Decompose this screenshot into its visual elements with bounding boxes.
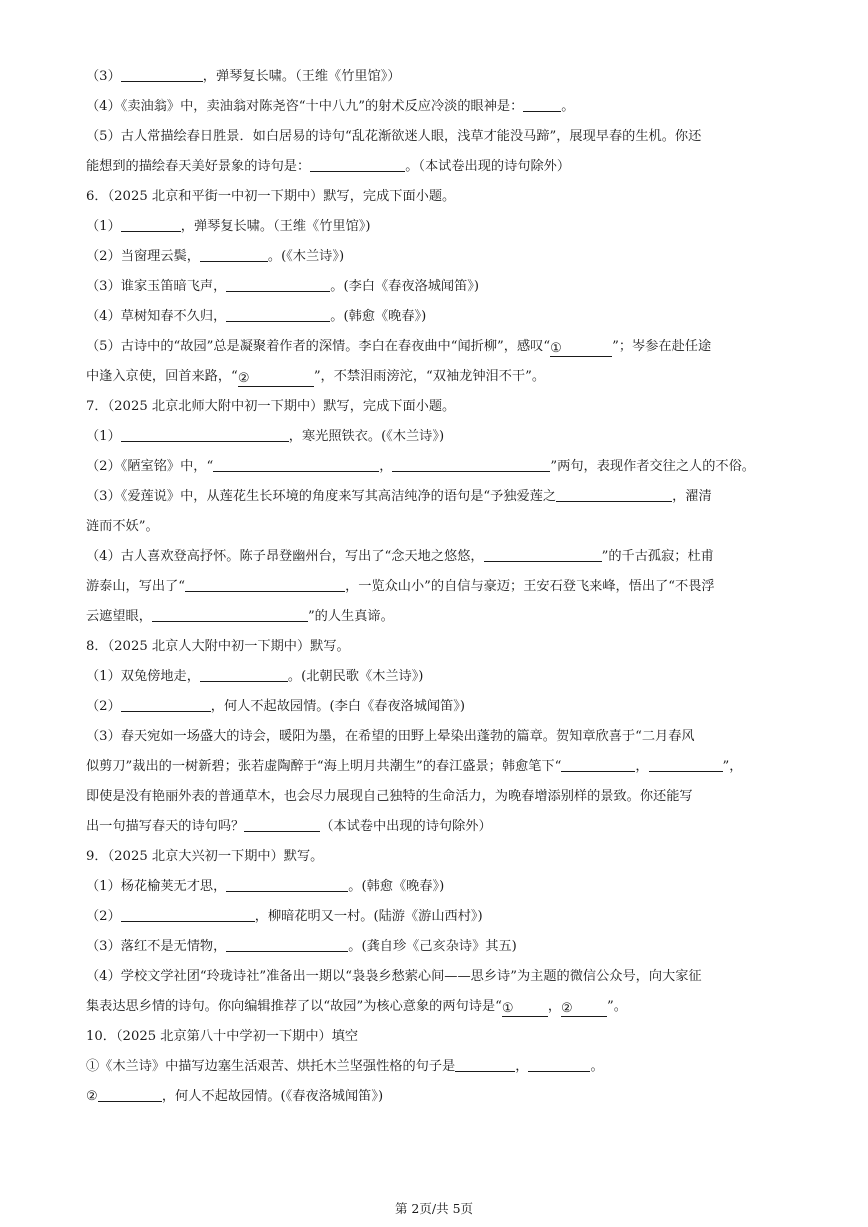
answer-blank-1[interactable] — [455, 1056, 515, 1072]
line-13: （2）《陋室铭》中，“ ， ”两句，表现作者交往之人的不俗。 — [86, 452, 794, 482]
line-7: （3）谁家玉笛暗飞声， 。(李白《春夜洛城闻笛》) — [86, 272, 794, 302]
line-20: （1）双兔傍地走， 。(北朝民歌《木兰诗》) — [86, 662, 794, 692]
line-6: （2）当窗理云鬓， 。(《木兰诗》) — [86, 242, 794, 272]
answer-blank-2[interactable]: ② — [561, 1001, 607, 1017]
line-2: （5）古人常描绘春日胜景．如白居易的诗句“乱花渐欲迷人眼，浅草才能没马蹄”，展现早春的生机。你还 — [86, 129, 702, 144]
answer-blank[interactable] — [226, 276, 330, 292]
line-8: （4）草树知春不久归， 。(韩愈《晚春》) — [86, 302, 794, 332]
line-3: 能想到的描绘春天美好景象的诗句是： 。（本试卷出现的诗句除外） — [86, 152, 794, 182]
answer-blank-2[interactable] — [392, 456, 550, 472]
line-10: 中逢入京使，回首来路，“② ”，不禁泪雨滂沱，“双袖龙钟泪不干”。 — [86, 369, 546, 386]
document-body — [86, 62, 794, 1112]
line-18: 云遮望眼， ”的人生真谛。 — [86, 602, 794, 632]
answer-blank[interactable] — [556, 486, 672, 502]
answer-blank[interactable] — [484, 546, 602, 562]
line-29: （3）落红不是无情物， 。(龚自珍《己亥杂诗》其五) — [86, 932, 794, 962]
line-17: 游泰山，写出了“ ，一览众山小”的自信与豪迈；王安石登飞来峰，悟出了“不畏浮 — [86, 572, 794, 602]
line-23: 似剪刀”裁出的一树新碧；张若虚陶醉于“海上明月共潮生”的春江盛景；韩愈笔下“ ， ”， — [86, 752, 794, 782]
line-0: （3） ，弹琴复长啸。（王维《竹里馆》） — [86, 62, 794, 92]
answer-blank-2[interactable]: ② — [238, 371, 314, 387]
question-10-heading: 10．（2025 北京第八十中学初一下期中）填空 — [86, 1029, 359, 1044]
line-14: （3）《爱莲说》中，从莲花生长环境的角度来写其高洁纯净的语句是“予独爱莲之 ，濯清 — [86, 482, 794, 512]
line-24: 即使是没有艳丽外表的普通草木，也会尽力展现自己独特的生命活力，为晚春增添别样的景致。你还能写 — [86, 789, 693, 804]
answer-blank[interactable] — [121, 66, 203, 82]
line-27: （1）杨花榆荚无才思， 。(韩愈《晚春》) — [86, 872, 794, 902]
question-6-heading: 6．（2025 北京和平街一中初一下期中）默写，完成下面小题。 — [86, 189, 456, 204]
answer-blank[interactable] — [523, 96, 561, 112]
line-25: 出一句描写春天的诗句吗？ （本试卷中出现的诗句除外） — [86, 812, 794, 842]
answer-blank-1[interactable] — [213, 456, 379, 472]
line-22: （3）春天宛如一场盛大的诗会，暖阳为墨，在希望的田野上晕染出蓬勃的篇章。贺知章欣喜于“二月春风 — [86, 729, 695, 744]
line-33: ①《木兰诗》中描写边塞生活艰苦、烘托木兰坚强性格的句子是 ， 。 — [86, 1052, 794, 1082]
answer-blank[interactable] — [121, 426, 289, 442]
answer-blank[interactable] — [121, 696, 211, 712]
line-5: （1） ，弹琴复长啸。（王维《竹里馆》) — [86, 212, 794, 242]
answer-blank[interactable] — [200, 246, 268, 262]
line-21: （2） ，何人不起故园情。(李白《春夜洛城闻笛》) — [86, 692, 794, 722]
answer-blank[interactable] — [98, 1086, 162, 1102]
answer-blank-2[interactable] — [649, 756, 723, 772]
answer-blank[interactable] — [226, 936, 348, 952]
line-31: 集表达思乡情的诗句。你向编辑推荐了以“故园”为核心意象的两句诗是“① ，② ”。 — [86, 999, 627, 1016]
line-16: （4）古人喜欢登高抒怀。陈子昂登幽州台，写出了“念天地之悠悠， ”的千古孤寂；杜甫 — [86, 542, 794, 572]
answer-blank[interactable] — [226, 876, 348, 892]
answer-blank[interactable] — [310, 156, 405, 172]
answer-blank[interactable] — [244, 816, 320, 832]
line-15: 涟而不妖”。 — [86, 519, 159, 534]
question-8-heading: 8．（2025 北京人大附中初一下期中）默写。 — [86, 639, 350, 654]
page-footer: 第 2页/共 5页 — [394, 1201, 474, 1216]
question-7-heading: 7．（2025 北京北师大附中初一下期中）默写，完成下面小题。 — [86, 399, 456, 414]
line-1: （4）《卖油翁》中，卖油翁对陈尧咨“十中八九”的射术反应冷淡的眼神是： 。 — [86, 92, 794, 122]
answer-blank[interactable] — [152, 606, 308, 622]
answer-blank[interactable] — [200, 666, 288, 682]
answer-blank-2[interactable] — [528, 1056, 590, 1072]
answer-blank-1[interactable] — [561, 756, 635, 772]
answer-blank-1[interactable]: ① — [550, 341, 612, 357]
answer-blank[interactable] — [185, 576, 345, 592]
answer-blank-1[interactable]: ① — [502, 1001, 548, 1017]
line-34: ② ，何人不起故园情。(《春夜洛城闻笛》) — [86, 1082, 794, 1112]
line-30: （4）学校文学社团“玲珑诗社”准备出一期以“袅袅乡愁萦心间——思乡诗”为主题的微信公众号，向大家征 — [86, 969, 702, 984]
answer-blank[interactable] — [121, 216, 181, 232]
line-12: （1） ，寒光照铁衣。(《木兰诗》) — [86, 422, 794, 452]
question-9-heading: 9．（2025 北京大兴初一下期中）默写。 — [86, 849, 324, 864]
answer-blank[interactable] — [121, 906, 255, 922]
line-9: （5）古诗中的“故园”总是凝聚着作者的深情。李白在春夜曲中“闻折柳”，感叹“① ”；岑参在赴任途 — [86, 339, 712, 356]
answer-blank[interactable] — [226, 306, 330, 322]
line-28: （2） ，柳暗花明又一村。(陆游《游山西村》) — [86, 902, 794, 932]
